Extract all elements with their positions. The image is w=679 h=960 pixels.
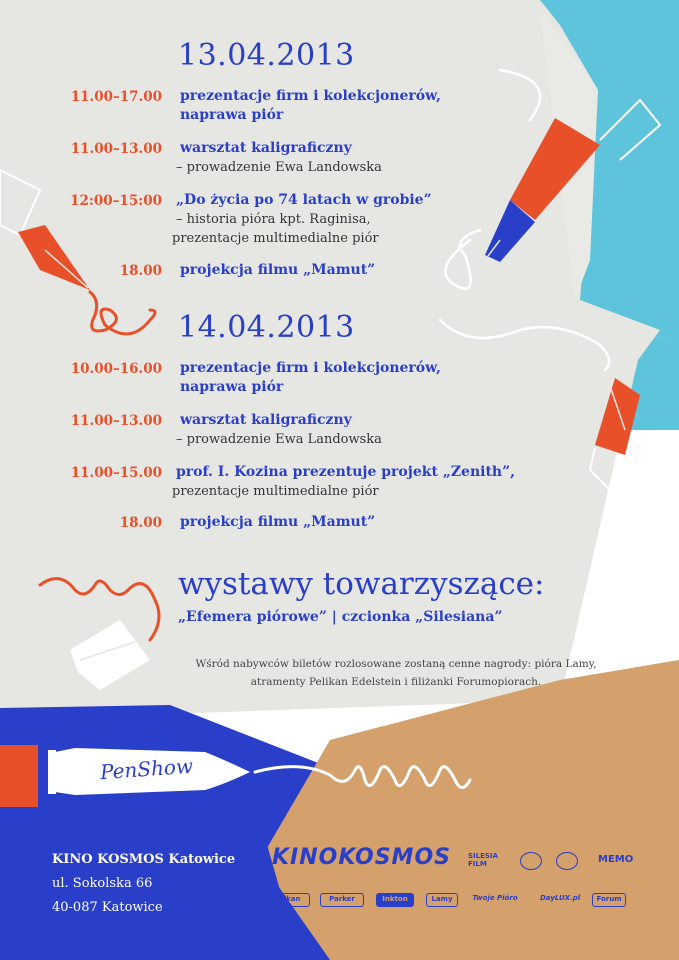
title-day1-2: warsztat kaligraficzny — [180, 140, 352, 156]
time-day2-4: 18.00 — [119, 515, 162, 531]
partner-logo-parker: Parker — [320, 893, 364, 907]
time-day1-3: 12:00–15:00 — [70, 193, 162, 209]
tan-shape — [260, 680, 679, 960]
time-day2-1: 10.00–16.00 — [70, 361, 162, 377]
title-day2-1-line2: naprawa piór — [180, 379, 284, 395]
kinokosmos-logo-a: KINO — [272, 845, 339, 870]
silesia-film-logo: SILESIA FILM — [468, 852, 498, 868]
prize-note-line1: Wśród nabywców biletów rozlosowane zostaną cenne nagrody: pióra Lamy, — [195, 658, 597, 670]
time-day1-2: 11.00–13.00 — [70, 141, 162, 157]
prize-note-line2: atramenty Pelikan Edelstein i filiżanki Forumopiorach. — [250, 676, 542, 688]
partner-badge-1 — [520, 852, 542, 870]
sub-day2-3: prezentacje multimedialne piór — [172, 484, 379, 499]
memo-logo: MEMO — [598, 854, 634, 865]
time-day1-4: 18.00 — [119, 263, 162, 279]
title-day1-1-line1: prezentacje firm i kolekcjonerów, — [180, 88, 441, 104]
kinokosmos-logo-b: KOSMOS — [338, 845, 451, 870]
title-day2-4: projekcja filmu „Mamut” — [180, 514, 376, 530]
title-day2-1 — [180, 359, 441, 397]
partner-logo-pelikan: Pelikan — [262, 893, 310, 907]
title-day2-3: prof. I. Kozina prezentuje projekt „Zenith”, — [176, 464, 516, 480]
exhibitions-heading: wystawy towarzyszące: — [178, 566, 545, 602]
partner-logo-twoje-pioro: Twoje Pióro — [472, 894, 518, 902]
time-day2-3: 11.00–15.00 — [70, 465, 162, 481]
partner-logo-lamy: Lamy — [426, 893, 458, 907]
time-day2-2: 11.00–13.00 — [70, 413, 162, 429]
partner-logo-inkton: Inkton — [376, 893, 414, 907]
title-day1-3: „Do życia po 74 latach w grobie” — [176, 192, 432, 208]
kinokosmos-logo — [272, 845, 451, 870]
sub-day2-2: – prowadzenie Ewa Landowska — [176, 432, 382, 447]
penshow-logo-text: PenShow — [99, 753, 194, 785]
title-day2-2: warsztat kaligraficzny — [180, 412, 352, 428]
sub-day1-3: – historia pióra kpt. Raginisa, — [176, 212, 371, 227]
title-day1-4: projekcja filmu „Mamut” — [180, 262, 376, 278]
title-day1-1-line2: naprawa piór — [180, 107, 284, 123]
venue-street: ul. Sokolska 66 — [52, 876, 153, 891]
exhibitions-items: „Efemera piórowe” | czcionka „Silesiana” — [178, 609, 503, 625]
partner-logo-forum: Forum — [592, 893, 626, 907]
partner-badge-2 — [556, 852, 578, 870]
date-day2: 14.04.2013 — [178, 310, 355, 345]
venue-city: 40-087 Katowice — [52, 900, 163, 915]
date-day1: 13.04.2013 — [178, 38, 355, 73]
time-day1-1: 11.00–17.00 — [70, 89, 162, 105]
title-day1-1 — [180, 87, 441, 125]
orange-block — [0, 745, 38, 807]
title-day2-1-line1: prezentacje firm i kolekcjonerów, — [180, 360, 441, 376]
sub-day1-3b: prezentacje multimedialne piór — [172, 231, 379, 246]
venue-name: KINO KOSMOS Katowice — [52, 852, 236, 867]
partner-logo-daylux: DayLUX.pl — [540, 894, 581, 902]
sub-day1-2: – prowadzenie Ewa Landowska — [176, 160, 382, 175]
prize-note — [176, 655, 616, 691]
